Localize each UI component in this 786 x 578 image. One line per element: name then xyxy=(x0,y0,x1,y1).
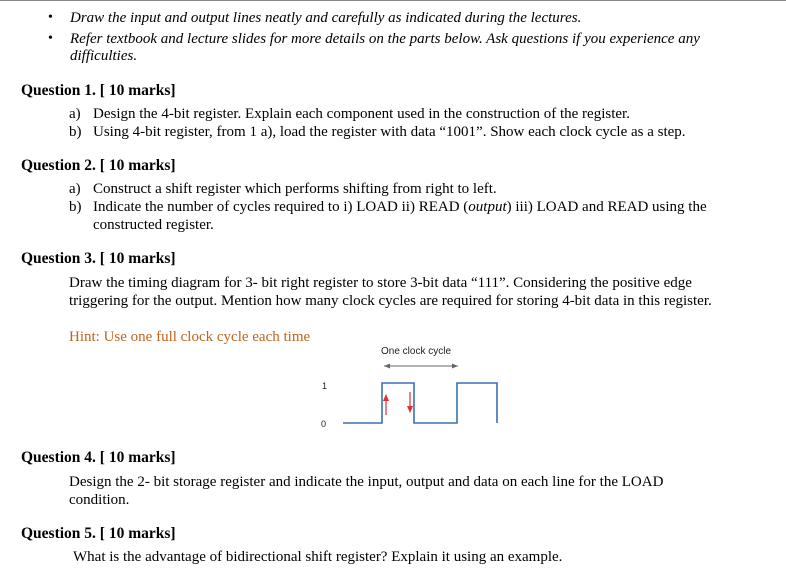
question-4-text-line-1: Design the 2- bit storage register and indicate the input, output and data on each line for the LOAD xyxy=(69,474,664,490)
question-3-heading: Question 3. [ 10 marks] xyxy=(21,250,176,267)
rising-edge-arrow-icon xyxy=(383,394,389,415)
falling-edge-arrow-icon xyxy=(407,392,413,413)
part-text-italic: output xyxy=(468,199,507,215)
question-5-heading: Question 5. [ 10 marks] xyxy=(21,525,176,542)
bullet-icon: • xyxy=(48,10,53,25)
part-text: Design the 4-bit register. Explain each component used in the construction of the register. xyxy=(93,106,630,122)
part-text: constructed register. xyxy=(93,217,214,233)
part-text-end: ) iii) LOAD and READ using the xyxy=(506,199,707,215)
level-high-label: 1 xyxy=(322,381,328,391)
question-4-heading: Question 4. [ 10 marks] xyxy=(21,449,176,466)
part-text: Using 4-bit register, from 1 a), load the register with data “1001”. Show each clock cycle as a step. xyxy=(93,124,686,140)
question-3-hint: Hint: Use one full clock cycle each time xyxy=(69,329,311,345)
question-5-text: What is the advantage of bidirectional shift register? Explain it using an example. xyxy=(73,549,563,565)
question-3-text-line-1: Draw the timing diagram for 3- bit right register to store 3-bit data “111”. Considering the positive edge xyxy=(69,275,692,291)
part-text-start: Indicate the number of cycles required to i) LOAD ii) READ ( xyxy=(93,199,469,215)
part-text: Construct a shift register which performs shifting from right to left. xyxy=(93,181,497,197)
part-label: b) xyxy=(69,199,82,215)
clock-waveform xyxy=(343,383,497,423)
part-label: a) xyxy=(69,181,81,197)
cycle-span-arrow xyxy=(384,364,458,369)
question-4-text-line-2: condition. xyxy=(69,492,130,508)
bullet-icon: • xyxy=(48,31,53,46)
diagram-caption: One clock cycle xyxy=(381,346,452,357)
instruction-text: Draw the input and output lines neatly and carefully as indicated during the lectures. xyxy=(70,10,582,26)
part-label: a) xyxy=(69,106,81,122)
instruction-text: difficulties. xyxy=(70,48,138,64)
question-3-text-line-2: triggering for the output. Mention how many clock cycles are required for storing 4-bit data in this register. xyxy=(69,293,712,309)
part-label: b) xyxy=(69,124,82,140)
question-2-heading: Question 2. [ 10 marks] xyxy=(21,157,176,174)
instruction-text: Refer textbook and lecture slides for more details on the parts below. Ask questions if you experience any xyxy=(70,31,700,47)
level-low-label: 0 xyxy=(321,419,327,429)
question-1-heading: Question 1. [ 10 marks] xyxy=(21,82,176,99)
